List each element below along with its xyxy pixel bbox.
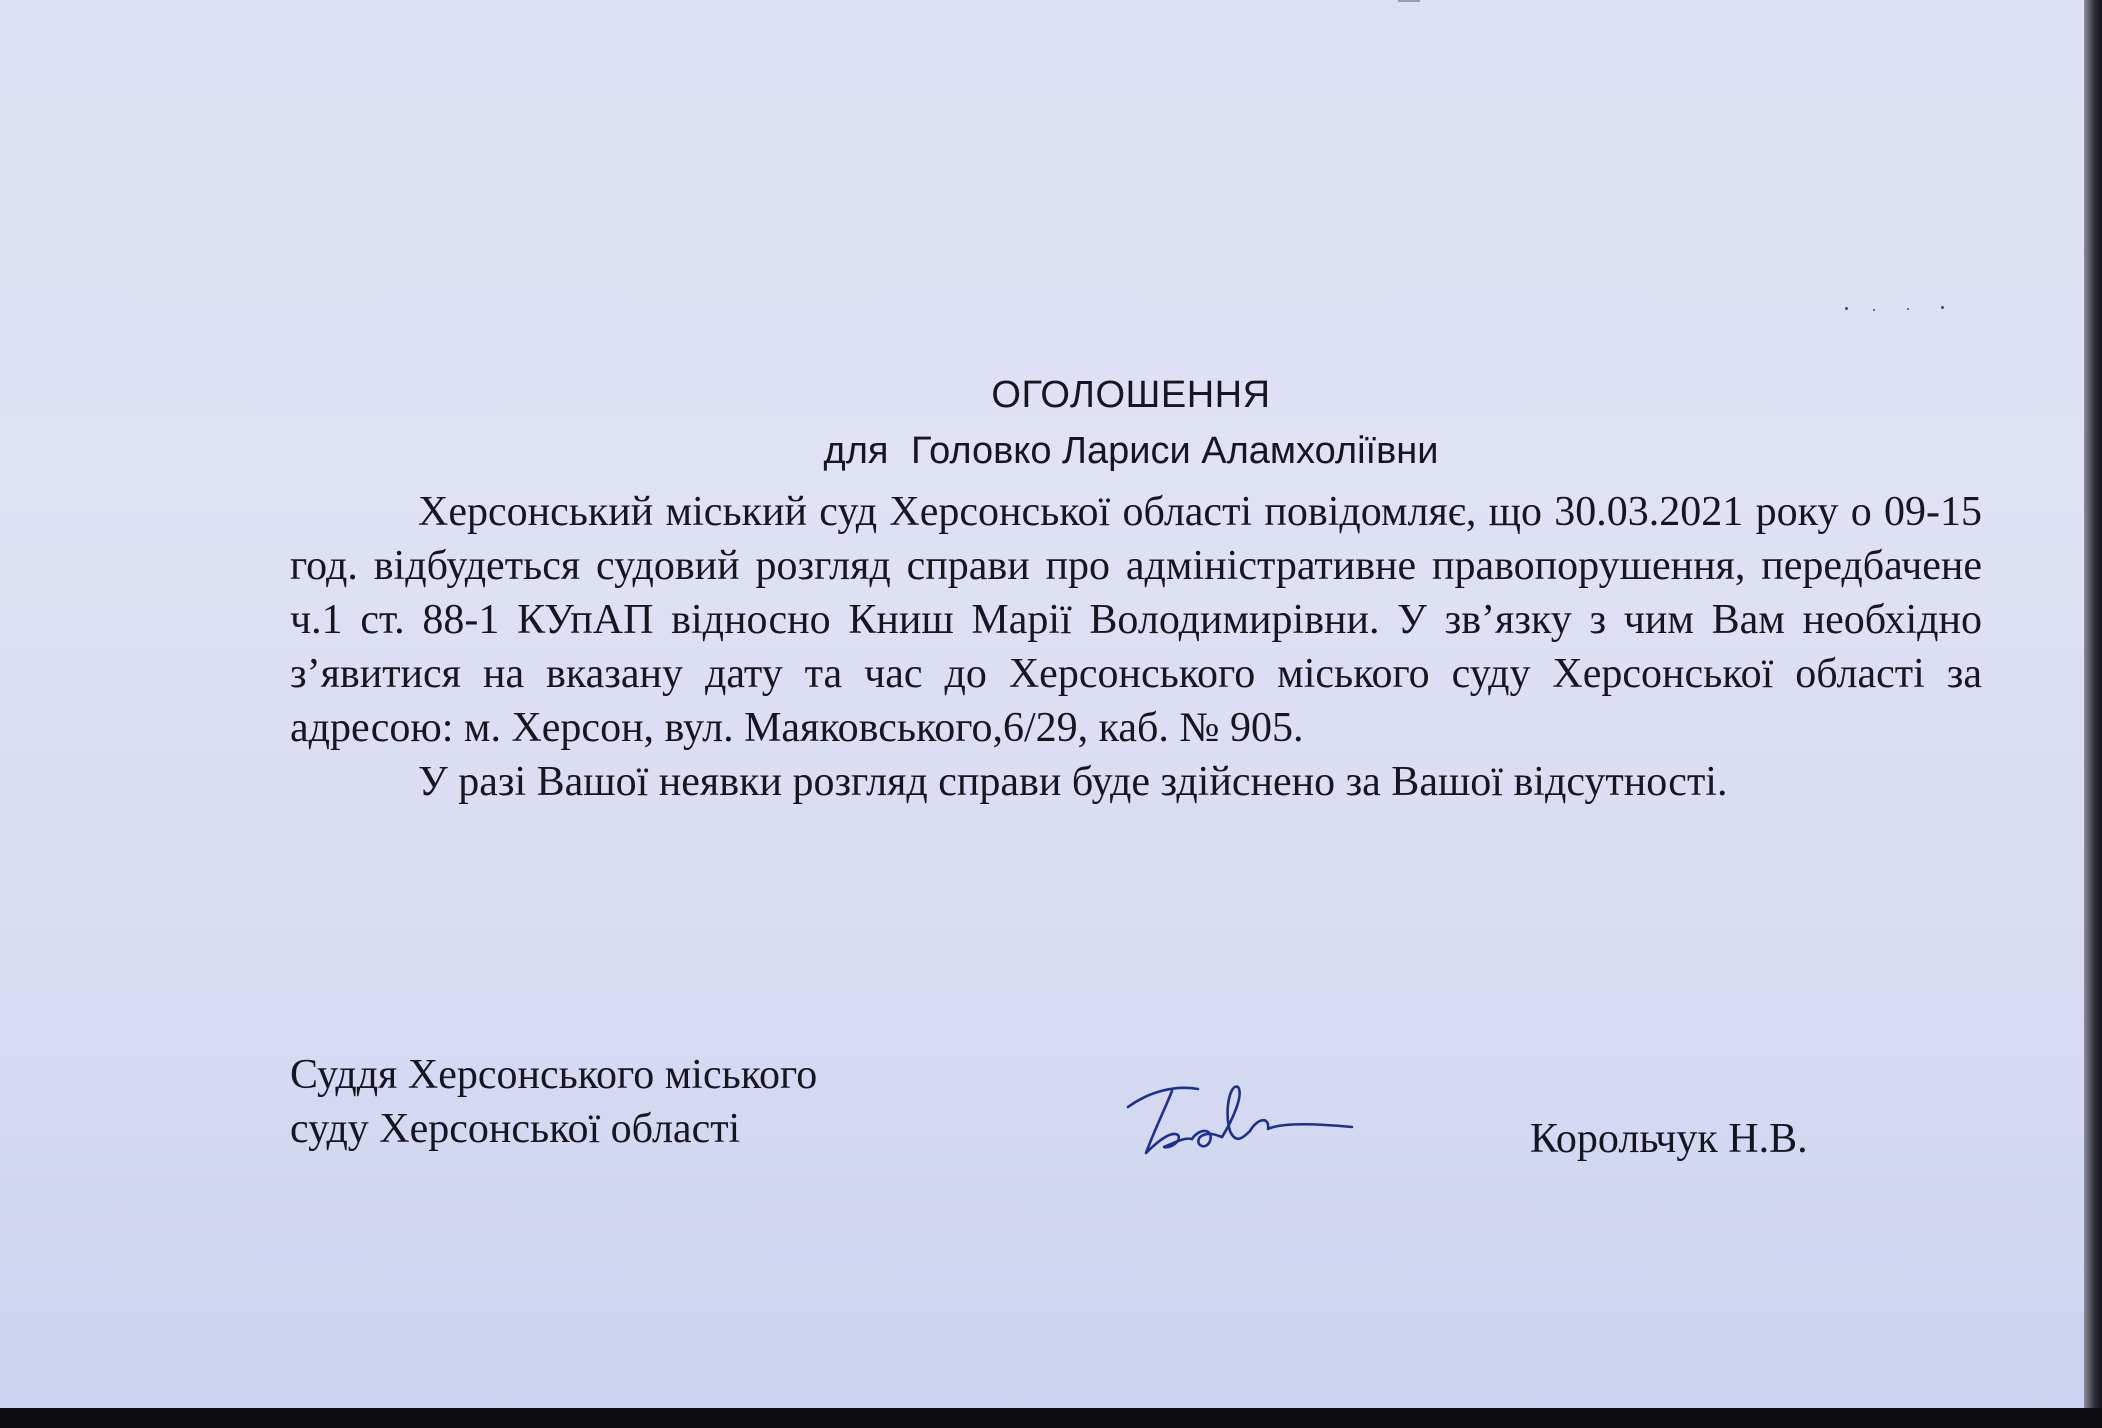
dark-background-strip: [0, 1408, 2102, 1428]
recipient-line: [0, 426, 2084, 476]
document-title: ОГОЛОШЕННЯ: [991, 374, 1271, 416]
paper-mark: [1398, 0, 1420, 2]
paper-specks: [1845, 305, 1955, 313]
paper-edge-shadow: [2084, 0, 2102, 1408]
handwritten-signature: [1120, 1065, 1360, 1175]
signature-stroke: [1222, 1087, 1250, 1139]
signature-stroke: [1192, 1131, 1222, 1146]
announcement-body: [290, 485, 1982, 809]
signer-name: Корольчук Н.В.: [1530, 1116, 1808, 1162]
judge-position: [290, 1048, 990, 1156]
recipient-name: Головко Лариси Аламхоліївни: [911, 430, 1439, 472]
signature-stroke: [1250, 1120, 1352, 1131]
signature-stroke: [1146, 1091, 1192, 1153]
judge-position-line-1: Суддя Херсонського міського: [290, 1052, 818, 1098]
judge-position-line-2: суду Херсонської області: [290, 1106, 741, 1152]
announcement-paragraph-2: У разі Вашої неявки розгляд справи буде здійснено за Вашої відсутності.: [418, 759, 1728, 805]
announcement-paragraph-1: Херсонський міський суд Херсонської області повідомляє, що 30.03.2021 року о 09-15 год. відбудеться судовий розгляд справи про адміністративне правопорушення, передбачене ч.1 ст. 88-1 КУпАП відносно Книш Марії Володимирівни. У зв’язку з чим Вам необхідно з’явитися на вказану дату та час до Херсонського міського суду Херсонської області за адресою: м. Херсон, вул. Маяковського,6/29, каб. № 905.: [290, 489, 1982, 751]
signature-stroke: [1128, 1088, 1198, 1107]
recipient-prefix: для: [823, 430, 889, 472]
